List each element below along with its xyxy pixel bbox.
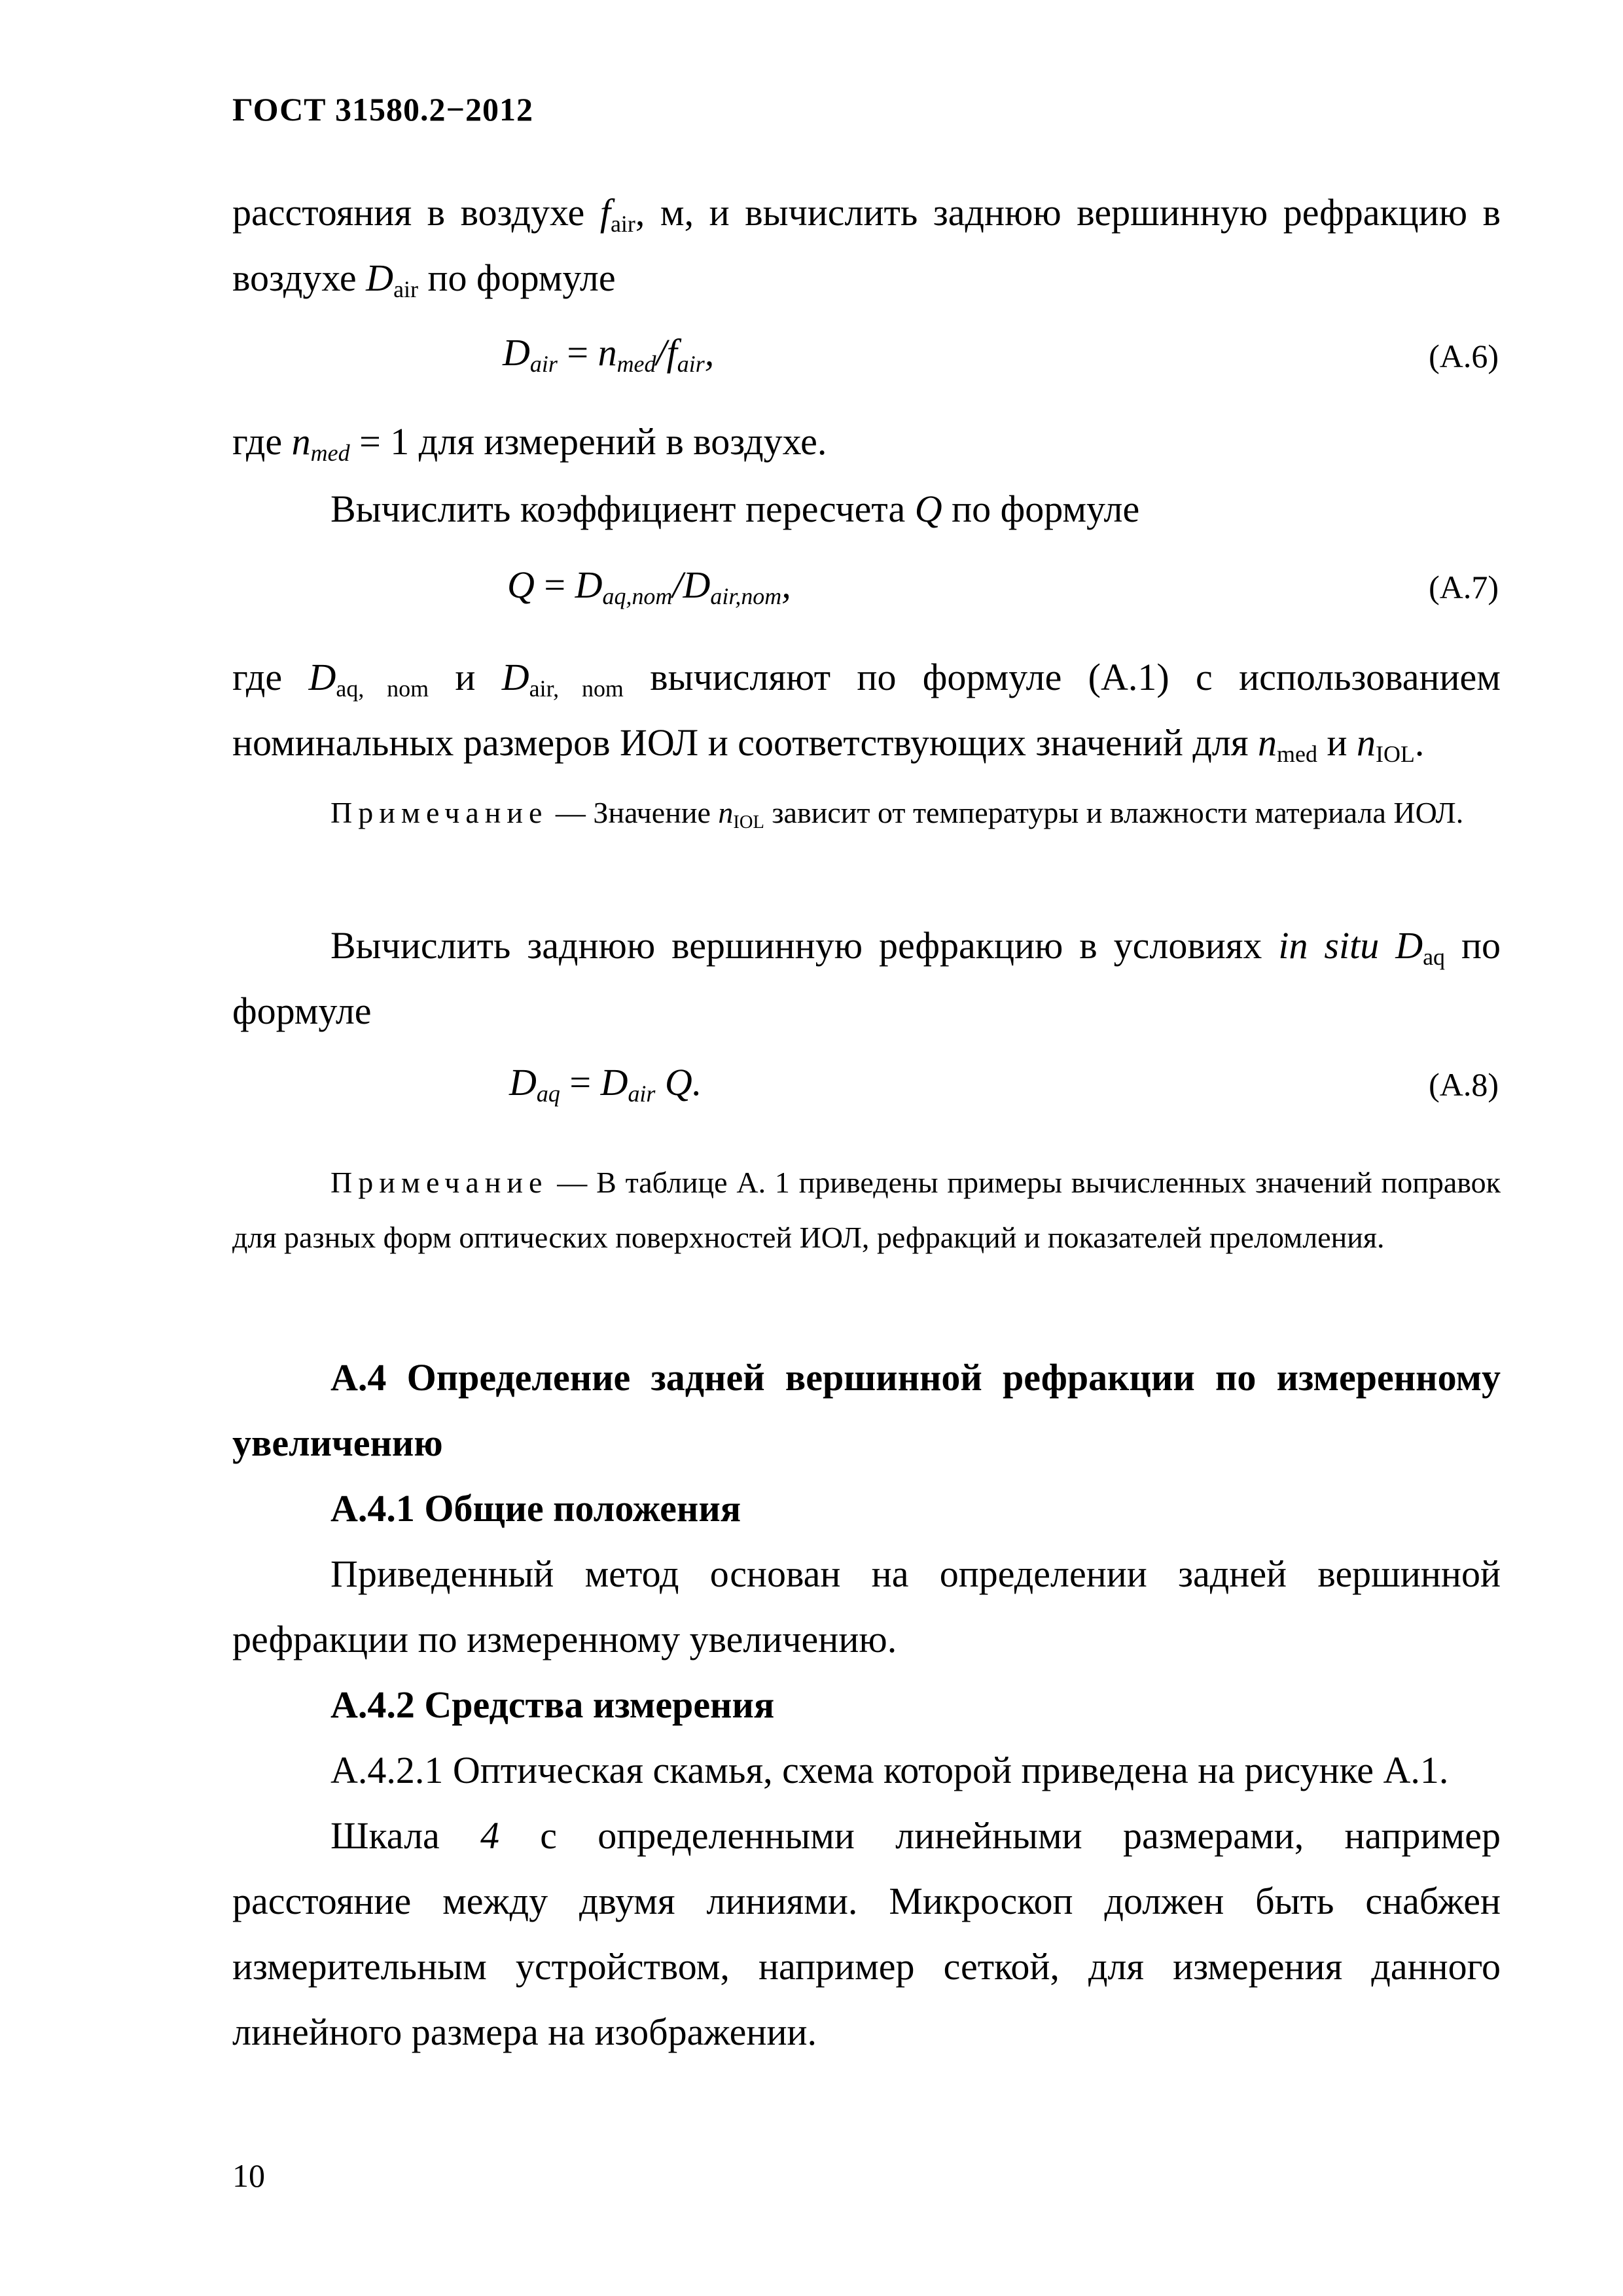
paragraph-optical-bench: А.4.2.1 Оптическая скамья, схема которой приведена на рисунке А.1. [330,1749,1449,1791]
text: расстояния в воздухе [232,191,600,234]
subscript: med [1277,741,1317,768]
in-situ-term: in situ [1278,924,1380,967]
text: . [1414,721,1425,764]
equation-number-a6: (А.6) [1429,338,1499,374]
symbol: D [575,564,603,606]
paragraph-method-basis: Приведенный метод основан на определении задней вершинной рефракции по измеренному увеличению. [232,1552,1501,1660]
document-header: ГОСТ 31580.2−2012 [232,91,534,128]
text: где [232,656,309,698]
paragraph-air-distance [232,180,1501,311]
symbol-n: n [1258,721,1277,764]
symbol-q: Q [914,488,942,530]
subscript: IOL [1375,741,1415,768]
symbol: n [597,331,617,374]
symbol-n: n [718,796,734,829]
text: зависит от температуры и влажности материала ИОЛ. [764,796,1464,829]
equation-number-a7: (А.7) [1429,569,1499,605]
paragraph-in-situ-refraction [232,913,1501,1044]
symbol-n: n [291,420,311,463]
reference-number: 4 [480,1814,499,1857]
symbol-d: D [1395,924,1423,967]
note-niol-temperature [232,785,1501,840]
text: по формуле [418,257,616,299]
symbol: D [509,1061,537,1103]
text [1379,924,1395,967]
text: с определенными линейными размерами, например расстояние между двумя линиями. Микроскоп должен быть снабжен измерительным устройством, например сеткой, для измерения данного линейного размера на изображении. [232,1814,1501,2053]
section-heading-a42: А.4.2 Средства измерения [330,1683,775,1726]
subscript: med [616,351,656,378]
note-table-a1 [232,1155,1501,1265]
symbol: Q [507,564,535,606]
subscript: aq [536,1081,560,1107]
subscript: air [529,351,558,378]
symbol: D [503,331,530,374]
symbol: f [666,331,677,374]
paragraph-nmed-air [232,409,1501,475]
symbol: D [600,1061,628,1103]
subscript: aq [1423,944,1446,971]
note-label: Примечание [330,796,548,829]
text: — Значение [548,796,719,829]
text: где [232,420,292,463]
operator: = [534,564,575,606]
punctuation: , [704,331,715,374]
equation-number-a8: (А.8) [1429,1066,1499,1103]
text: = 1 для измерений в воздухе. [349,420,827,463]
symbol-f: f [599,191,611,234]
subscript: air [393,276,418,303]
page-number: 10 [232,2157,265,2194]
text: Шкала [330,1814,480,1857]
operator: = [560,1061,601,1103]
subscript: air [628,1081,656,1107]
symbol-d: D [308,656,336,698]
punctuation: , [781,564,791,606]
symbol-d: D [366,257,394,299]
text: Вычислить коэффициент пересчета [330,488,915,530]
formula-a8 [509,1060,702,1107]
text: и [1317,721,1357,764]
section-heading-a4: А.4 Определение задней вершинной рефракции по измеренному увеличению [232,1356,1501,1464]
subscript: air, nom [529,675,624,702]
symbol-n: n [1356,721,1376,764]
text: и [429,656,502,698]
operator: = [557,331,598,374]
text: по формуле [942,488,1140,530]
symbol: Q [655,1061,692,1103]
text: , м, и вычислить заднюю вершинную рефракцию в воздухе [232,191,1501,299]
subscript: aq, nom [336,675,429,702]
formula-a7 [507,563,791,610]
subscript: air [610,211,635,238]
symbol: D [683,564,711,606]
subscript: air [677,351,705,378]
subscript: air,nom [710,583,782,610]
subscript: med [310,440,350,467]
formula-a6 [503,331,715,378]
subscript: aq,nom [602,583,673,610]
punctuation: . [692,1061,702,1103]
paragraph-conversion-coefficient [232,476,1501,542]
text: — В таблице А. 1 приведены примеры вычисленных значений поправок для разных форм оптических поверхностей ИОЛ, рефракций и показателей преломления. [232,1166,1501,1254]
symbol-d: D [501,656,529,698]
operator: / [656,331,667,374]
paragraph-scale-microscope [232,1803,1501,2065]
text: по формуле [232,924,1501,1032]
paragraph-nominal-dimensions [232,645,1501,776]
operator: / [672,564,683,606]
note-label: Примечание [330,1166,548,1199]
text: вычисляют по формуле (А.1) с использованием номинальных размеров ИОЛ и соответствующих значений для [232,656,1501,764]
text: Вычислить заднюю вершинную рефракцию в условиях [330,924,1279,967]
section-heading-a41: А.4.1 Общие положения [330,1487,741,1530]
subscript: IOL [733,812,764,833]
